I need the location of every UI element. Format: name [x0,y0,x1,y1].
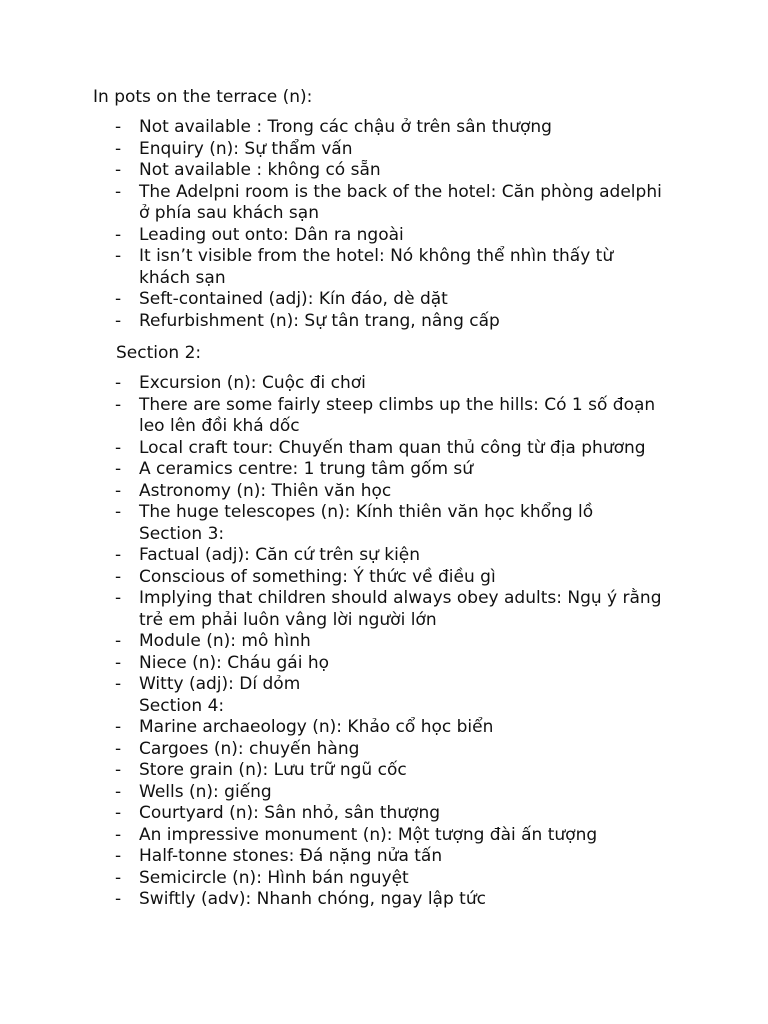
dash-bullet-icon: - [115,160,122,180]
dash-bullet-icon: - [115,588,122,608]
list-item [0,139,768,161]
list-item [0,481,768,503]
dash-bullet-icon: - [115,459,122,479]
dash-bullet-icon: - [115,310,122,331]
list-item-text: Local craft tour: Chuyến tham quan thủ công từ địa phương [139,437,646,458]
list-item-text: Module (n): mô hình [139,631,311,651]
list-item-text: Enquiry (n): Sự thẩm vấn [139,138,353,159]
list-item-text: Wells (n): giếng [139,781,272,802]
list-item-text: Factual (adj): Căn cứ trên sự kiện [139,545,421,565]
list-item-text: Conscious of something: Ý thức về điều gì [139,566,496,587]
dash-bullet-icon: - [115,631,122,651]
dash-bullet-icon: - [115,181,122,202]
list-item-text: A ceramics centre: 1 trung tâm gốm sứ [139,459,474,479]
list-item-text: Semicircle (n): Hình bán nguyệt [139,867,409,888]
list-item-text: Cargoes (n): chuyến hàng [139,738,360,759]
section-label [0,524,768,546]
list-item [0,846,768,868]
section-label-text: Section 4: [139,695,225,716]
list-item [0,717,768,739]
dash-bullet-icon: - [115,652,122,673]
dash-bullet-icon: - [115,781,122,802]
dash-bullet-icon: - [115,246,122,266]
list-item [0,760,768,782]
dash-bullet-icon: - [115,117,122,137]
list-item [0,653,768,675]
list-item [0,438,768,460]
list-item-text: Not available : không có sẵn [139,160,381,180]
list-item [0,373,768,395]
list-item-text: Store grain (n): Lưu trữ ngũ cốc [139,760,407,780]
vocab-list-section-2-4 [0,373,768,911]
dash-bullet-icon: - [115,545,122,565]
section-label-text: Section 3: [139,523,225,544]
list-item [0,225,768,247]
dash-bullet-icon: - [115,846,122,866]
list-item-text: Excursion (n): Cuộc đi chơi [139,373,366,393]
dash-bullet-icon: - [115,224,122,245]
dash-bullet-icon: - [115,138,122,159]
list-item [0,545,768,567]
list-item-text: Half-tonne stones: Đá nặng nửa tấn [139,846,443,866]
dash-bullet-icon: - [115,738,122,759]
list-item-text: Leading out onto: Dân ra ngoài [139,224,404,245]
dash-bullet-icon: - [115,480,122,501]
heading-terrace: In pots on the terrace (n): [93,87,313,107]
dash-bullet-icon: - [115,867,122,888]
list-item-text: Marine archaeology (n): Khảo cổ học biển [139,717,494,737]
list-item [0,289,768,311]
list-item [0,182,768,225]
list-item-text: Niece (n): Cháu gái họ [139,652,330,673]
list-item [0,631,768,653]
list-item [0,782,768,804]
list-item [0,868,768,890]
list-item-text: Courtyard (n): Sân nhỏ, sân thượng [139,803,441,823]
vocab-list-section-1 [0,117,768,332]
dash-bullet-icon: - [115,674,122,694]
list-item [0,739,768,761]
list-item-text: Witty (adj): Dí dỏm [139,674,301,694]
dash-bullet-icon: - [115,824,122,845]
dash-bullet-icon: - [115,394,122,415]
list-item [0,889,768,911]
dash-bullet-icon: - [115,889,122,909]
dash-bullet-icon: - [115,717,122,737]
dash-bullet-icon: - [115,566,122,587]
list-item [0,246,768,289]
list-item-text: Refurbishment (n): Sự tân trang, nâng cấp [139,310,500,331]
list-item [0,825,768,847]
list-item-text: Swiftly (adv): Nhanh chóng, ngay lập tức [139,889,486,909]
list-item-text: It isn’t visible from the hotel: Nó không thể nhìn thấy từ khách sạn [139,246,614,288]
list-item-text: There are some fairly steep climbs up the hills: Có 1 số đoạn leo lên đồi khá dốc [139,394,656,436]
list-item-text: The Adelpni room is the back of the hotel: Căn phòng adelphi ở phía sau khách sạn [139,181,662,223]
dash-bullet-icon: - [115,373,122,393]
list-item [0,160,768,182]
list-item [0,395,768,438]
list-item [0,459,768,481]
dash-bullet-icon: - [115,760,122,780]
dash-bullet-icon: - [115,803,122,823]
section-label [0,696,768,718]
list-item-text: Not available : Trong các chậu ở trên sân thượng [139,117,552,137]
list-item [0,502,768,524]
section-2-label: Section 2: [116,343,202,363]
list-item [0,588,768,631]
list-item [0,311,768,333]
list-item [0,674,768,696]
list-item-text: Astronomy (n): Thiên văn học [139,480,392,501]
list-item-text: An impressive monument (n): Một tượng đài ấn tượng [139,824,598,845]
dash-bullet-icon: - [115,289,122,309]
dash-bullet-icon: - [115,502,122,522]
list-item-text: Implying that children should always obey adults: Ngụ ý rằng trẻ em phải luôn vâng lời người lớn [139,588,662,630]
list-item [0,567,768,589]
list-item [0,117,768,139]
list-item-text: The huge telescopes (n): Kính thiên văn học khổng lồ [139,502,594,522]
dash-bullet-icon: - [115,437,122,458]
list-item [0,803,768,825]
list-item-text: Seft-contained (adj): Kín đáo, dè dặt [139,289,448,309]
